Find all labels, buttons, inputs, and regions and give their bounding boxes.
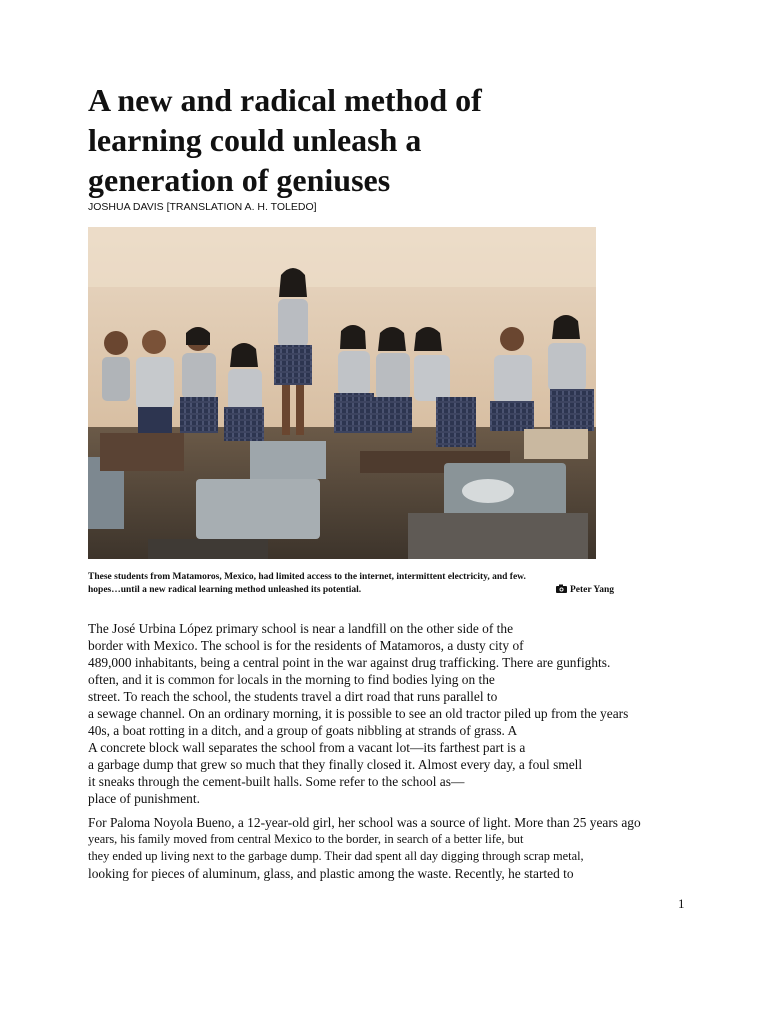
caption-line-2-wrap — [88, 584, 618, 597]
paragraph-line: border with Mexico. The school is for the residents of Matamoros, a dusty city of — [88, 638, 524, 653]
author-byline: JOSHUA DAVIS [TRANSLATION A. H. TOLEDO] — [88, 201, 317, 213]
credit-name: Peter Yang — [569, 585, 614, 595]
photo-credit — [556, 584, 614, 598]
paragraph-line: place of punishment. — [88, 791, 200, 806]
article-photo — [88, 227, 596, 559]
paragraph-line: often, and it is common for locals in the morning to find bodies lying on the — [88, 672, 495, 687]
title-line-3: generation of geniuses — [88, 162, 391, 198]
caption-line-1: These students from Matamoros, Mexico, had limited access to the internet, intermittent electricity, and few. — [88, 572, 526, 582]
photo-caption — [88, 571, 618, 597]
paragraph-line: a sewage channel. On an ordinary morning, it is possible to see an old tractor piled up from the years — [88, 706, 629, 721]
paragraph-line: they ended up living next to the garbage dump. Their dad spent all day digging through scrap metal, — [88, 849, 584, 863]
body-paragraph-2 — [88, 814, 688, 882]
paragraph-line: 40s, a boat rotting in a ditch, and a group of goats nibbling at strands of grass. A — [88, 723, 518, 738]
paragraph-line: years, his family moved from central Mexico to the border, in search of a better life, but — [88, 832, 524, 846]
paragraph-line: a garbage dump that grew so much that they finally closed it. Almost every day, a foul smell — [88, 757, 583, 772]
paragraph-line: A concrete block wall separates the school from a vacant lot—its farthest part is a — [88, 740, 526, 755]
caption-line-2: hopes…until a new radical learning method unleashed its potential. — [88, 585, 362, 595]
camera-icon — [556, 584, 567, 598]
paragraph-line: looking for pieces of aluminum, glass, and plastic among the waste. Recently, he started to — [88, 866, 574, 881]
paragraph-line: For Paloma Noyola Bueno, a 12-year-old girl, her school was a source of light. More than 25 years ago — [88, 815, 641, 830]
paragraph-line: street. To reach the school, the students travel a dirt road that runs parallel to — [88, 689, 498, 704]
title-line-2: learning could unleash a — [88, 122, 422, 158]
paragraph-line: it sneaks through the cement-built halls. Some refer to the school as— — [88, 774, 465, 789]
paragraph-line: 489,000 inhabitants, being a central point in the war against drug trafficking. There are gunfights. — [88, 655, 611, 670]
article-title — [88, 80, 558, 200]
page-number: 1 — [678, 896, 685, 911]
body-paragraph-1 — [88, 620, 688, 807]
title-line-1: A new and radical method of — [88, 82, 482, 118]
paragraph-line: The José Urbina López primary school is near a landfill on the other side of the — [88, 621, 514, 636]
